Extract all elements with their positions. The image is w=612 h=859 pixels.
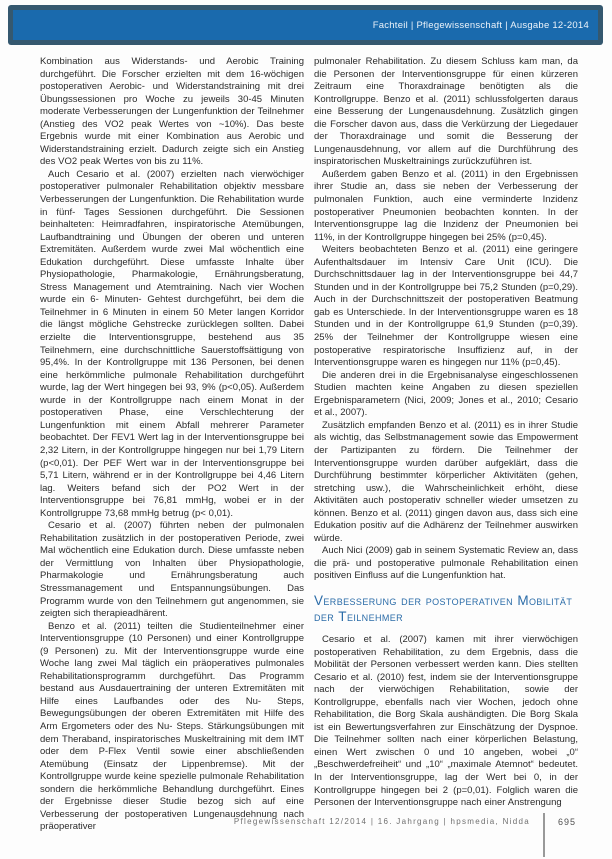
left-column <box>40 56 304 834</box>
paragraph: pulmonaler Rehabilitation. Zu diesem Schluss kam man, da die Personen der Interventionsgruppe für einen kürzeren Zeitraum eine Thoraxdrainage benötigten als die Kontrollgruppe. Benzo et al. (2011) schlussfolgerten daraus eine Besserung der Lungenausdehnung. Zusätzlich gingen die Forscher davon aus, dass die Verkürzung der Liegedauer der Thoraxdrainage und somit die Besserung der Lungenausdehnung, vor allem auf die Durchführung des inspiratorischen Muskeltrainings zurückzuführen ist. <box>314 56 578 168</box>
page-footer <box>234 813 582 857</box>
footer-divider <box>543 813 545 857</box>
paragraph: Auch Nici (2009) gab in seinem Systematic Review an, dass die prä- und postoperative pulmonale Rehabilitation einen positiven Einfluss auf die Lungenfunktion hat. <box>314 545 578 582</box>
right-column <box>314 56 578 834</box>
article-body <box>40 56 578 834</box>
paragraph: Auch Cesario et al. (2007) erzielten nach vierwöchiger postoperativer pulmonaler Rehabilitation objektiv messbare Verbesserungen der Lungenfunktion. Die Rehabilitation wurde in fünf- Tages Sessionen durchgeführt. Die Sessionen beinhalteten: Heimradfahren, inspiratorische Atemübungen, Laufbandtraining und Übungen der oberen und unteren Extremitäten. Außerdem wurde zwei Mal wöchentlich eine Edukation durchgeführt. Diese umfasste Inhalte über Physiopathologie, Pharmakologie, Ernährungsberatung, Stress Management und Atemtraining. Nach vier Wochen wurde ein 6- Minuten- Gehtest durchgeführt, bei dem die Teilnehmer in 6 Minuten in einem 50 Meter langen Korridor die längst mögliche Gehstrecke zurücklegen sollten. Dabei erzielte die Interventionsgruppe, bestehend aus 35 Teilnehmern, eine durchschnittliche Sauerstoffsättigung von 95,4%. In der Kontrollgruppe mit 136 Personen, bei denen eine herkömmliche pulmonale Rehabilitation durchgeführt wurde, lag der Wert hingegen bei 93, 9% (p<0,05). Außerdem wurde in der Kontrollgruppe nach einem Monat in der postoperativen Phase, eine Verschlechterung der Lungenfunktion mit einem Abfall mehrerer Parameter beobachtet. Der FEV1 Wert lag in der Interventionsgruppe bei 2,32 Litern, in der Kontrollgruppe hingegen nur bei 1,79 Litern (p<0,01). Der PEF Wert war in der Interventionsgruppe bei 5,71 Litern, während er in der Kontrollgruppe bei 4,46 Litern lag. Weiters befand sich der PO2 Wert in der Interventionsgruppe bei 76,81 mmHg, wobei er in der Kontrollgruppe 73,68 mmHg betrug (p< 0,01). <box>40 168 304 519</box>
header-bar <box>13 10 598 40</box>
paragraph: Cesario et al. (2007) kamen mit ihrer vierwöchigen postoperativen Rehabilitation, zu dem Ergebnis, dass die Mobilität der Personen verbessert werden kann. Dies stellten Cesario et al. (2010) fest, indem sie der Interventionsgruppe nach der vierwöchigen Rehabilitation, sowie der Kontrollgruppe, ebenfalls nach vier Wochen, jedoch ohne Rehabilitation, die Borg Skala aushändigten. Die Borg Skala ist ein Bewertungsverfahren zur Einschätzung der Dyspnoe. Die Teilnehmer sollten nach einer körperlichen Belastung, einen Wert zwischen 0 und 10 angeben, wobei „0“ „Beschwerdefreiheit“ und „10“ „maximale Atemnot“ bedeutet. In der Interventionsgruppe, lag der Wert bei 0, in der Kontrollgruppe hingegen bei 2 (p=0,01). Folglich waren die Personen der Interventionsgruppe nach einer Anstrengung <box>314 633 578 809</box>
header-issue-label: Fachteil | Pflegewissenschaft | Ausgabe 12-2014 <box>372 19 589 31</box>
paragraph: Cesario et al. (2007) führten neben der pulmonalen Rehabilitation zusätzlich in der postoperativen Periode, zwei Mal wöchentlich eine Edukation durch. Diese umfasste neben der Vermittlung von Inhalten über Physiopathologie, Pharmakologie und Ernährungsberatung auch Stressmanagement und Entspannungsübungen. Das Programm wurde von den Teilnehmern gut angenommen, sie zeigten sich therapieadhärent. <box>40 520 304 620</box>
paragraph: Benzo et al. (2011) teilten die Studienteilnehmer einer Interventionsgruppe (10 Personen) und einer Kontrollgruppe (9 Personen) zu. Mit der Interventionsgruppe wurde eine Woche lang zwei Mal täglich ein präoperatives pulmonales Rehabilitationsprogramm durchgeführt. Das Programm bestand aus Ausdauertraining der unteren Extremitäten mit Hilfe eines Laufbandes oder des Nu- Steps, Bewegungsübungen der oberen Extremitäten mit Hilfe des Arm Ergometers oder des Nu- Steps. Stärkungsübungen mit dem Theraband, inspiratorisches Muskeltraining mit dem IMT oder dem P-Flex Ventil sowie einer abschließenden Atemübung (Einsatz der Lippenbremse). Mit der Kontrollgruppe wurde keine spezielle pulmonale Rehabilitation sondern die herkömmliche Behandlung durchgeführt. Eines der Ergebnisse dieser Studie bezog sich auf eine Verbesserung der postoperativen Lungenausdehnung nach präoperativer <box>40 620 304 833</box>
footer-journal-info: Pflegewissenschaft 12/2014 | 16. Jahrgang | hpsmedia, Nidda <box>233 817 530 826</box>
section-heading: Verbesserung der postoperativen Mobilität der Teilnehmer <box>314 592 573 625</box>
paragraph: Außerdem gaben Benzo et al. (2011) in den Ergebnissen ihrer Studie an, dass sie neben der Verbesserung der pulmonalen Funktion, auch eine verminderte Inzidenz postoperativer Pneumonien beobachten konnten. In der Interventionsgruppe lag die Inzidenz der Pneumonien bei 11%, in der Kontrollgruppe hingegen bei 25% (p=0,45). <box>314 168 578 243</box>
paragraph: Weiters beobachteten Benzo et al. (2011) eine geringere Aufenthaltsdauer im Intensiv Care Unit (ICU). Die Durchschnittsdauer lag in der Interventionsgruppe bei 44,7 Stunden und in der Kontrollgruppe bei 75,2 Stunden (p=0,29). Auch in der Durchschnittszeit der postoperativen Beatmung gab es Unterschiede. In der Interventionsgruppe waren es 18 Stunden und in der Kontrollgruppe 61,9 Stunden (p=0,39). 25% der Teilnehmer der Kontrollgruppe wiesen eine postoperative respiratorische Insuffizienz auf, in der Interventionsgruppe waren es hingegen nur 11% (p=0,45). <box>314 244 578 369</box>
paragraph: Die anderen drei in die Ergebnisanalyse eingeschlossenen Studien machten keine Angaben zu diesen speziellen Ergebnisparametern (Nici, 2009; Jones et al., 2010; Cesario et al., 2007). <box>314 369 578 419</box>
page-number-label: 695 <box>558 817 577 827</box>
header-bar-frame <box>8 5 603 45</box>
paragraph: Zusätzlich empfanden Benzo et al. (2011) es in ihrer Studie als wichtig, das Selbstmanagement sowie das Empowerment der Partizipanten zu fördern. Die Teilnehmer der Interventionsgruppe wurden darüber aufgeklärt, dass die Durchführung bestimmter körperlicher Aktivitäten (gehen, stretching usw.), die Wahrscheinlichkeit erhöht, diese Aktivitäten auch postoperativ schneller wieder umsetzen zu können. Benzo et al. (2011) gingen davon aus, dass sich eine Edukation positiv auf die Adhärenz der Teilnehmer auswirken würde. <box>314 419 578 544</box>
paragraph: Kombination aus Widerstands- und Aerobic Training durchgeführt. Die Forscher erzielten mit dem 16-wöchigen postoperativen Aerobic- und Widerstandstraining mit drei Übungssessionen pro Woche zu jeweils 30-45 Minuten moderate Verbesserungen der Lungenfunktion der Teilnehmer (Anstieg des VO2 peak Wertes von ~10%). Das beste Ergebnis wurde mit einer Kombination aus Aerobic und Widerstandstraining erzielt. Dadurch zeigte sich ein Anstieg des VO2 peak Wertes von bis zu 11%. <box>40 56 304 168</box>
